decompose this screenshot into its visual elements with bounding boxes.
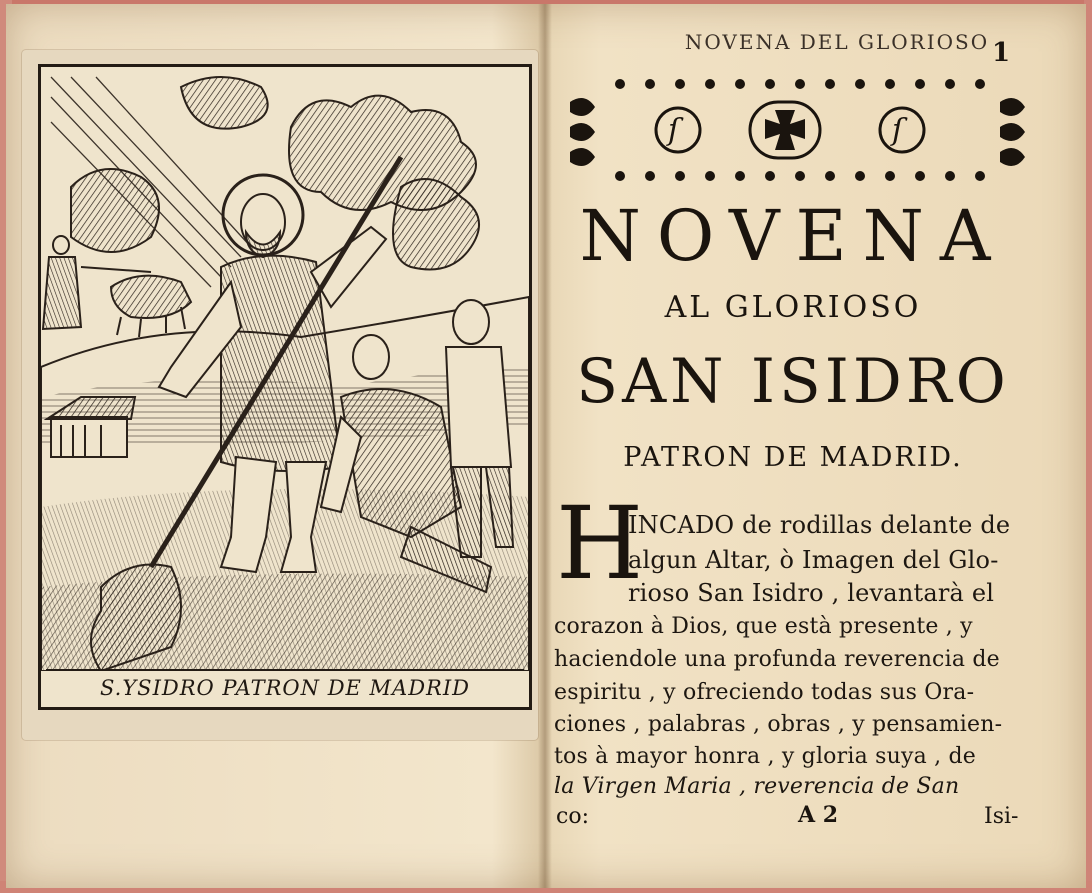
body-line-3: rioso San Isidro , levantarà el <box>628 579 995 607</box>
svg-text:ſ: ſ <box>668 113 680 148</box>
body-line-1: INCADO de rodillas delante de <box>628 511 1011 539</box>
drop-cap: H <box>556 485 644 602</box>
svg-text:ſ: ſ <box>892 113 904 148</box>
body-line-6: espiritu , y ofreciendo todas sus Ora- <box>554 680 975 705</box>
title-patron-de-madrid: PATRON DE MADRID. <box>623 442 963 473</box>
engraving-illustration <box>41 67 529 671</box>
title-san-isidro: SAN ISIDRO <box>576 346 1010 417</box>
body-line-8: tos à mayor honra , y gloria suya , de <box>554 744 976 769</box>
ornamental-headpiece <box>560 72 1030 190</box>
body-line-2: algun Altar, ò Imagen del Glo- <box>628 546 999 574</box>
catch-left: co: <box>556 804 589 829</box>
body-line-4: corazon à Dios, que està presente , y <box>554 614 973 639</box>
body-line-9: la Virgen Maria , reverencia de San <box>554 774 960 799</box>
title-novena: NOVENA <box>579 195 1007 277</box>
book-gutter <box>538 4 552 888</box>
title-al-glorioso: AL GLORIOSO <box>664 290 922 325</box>
catchword: Isi- <box>984 804 1019 829</box>
engraving-caption-box <box>46 669 524 705</box>
body-line-7: ciones , palabras , obras , y pensamien- <box>554 712 1003 737</box>
engraving-caption: S.YSIDRO PATRON DE MADRID <box>100 676 470 700</box>
saint-isidro-engraving <box>38 64 532 710</box>
body-line-5: haciendole una profunda reverencia de <box>554 647 1000 672</box>
page-number: 1 <box>992 38 1011 68</box>
signature-mark: A 2 <box>798 802 839 828</box>
right-page <box>552 0 1080 893</box>
running-head: NOVENA DEL GLORIOSO <box>684 30 990 54</box>
